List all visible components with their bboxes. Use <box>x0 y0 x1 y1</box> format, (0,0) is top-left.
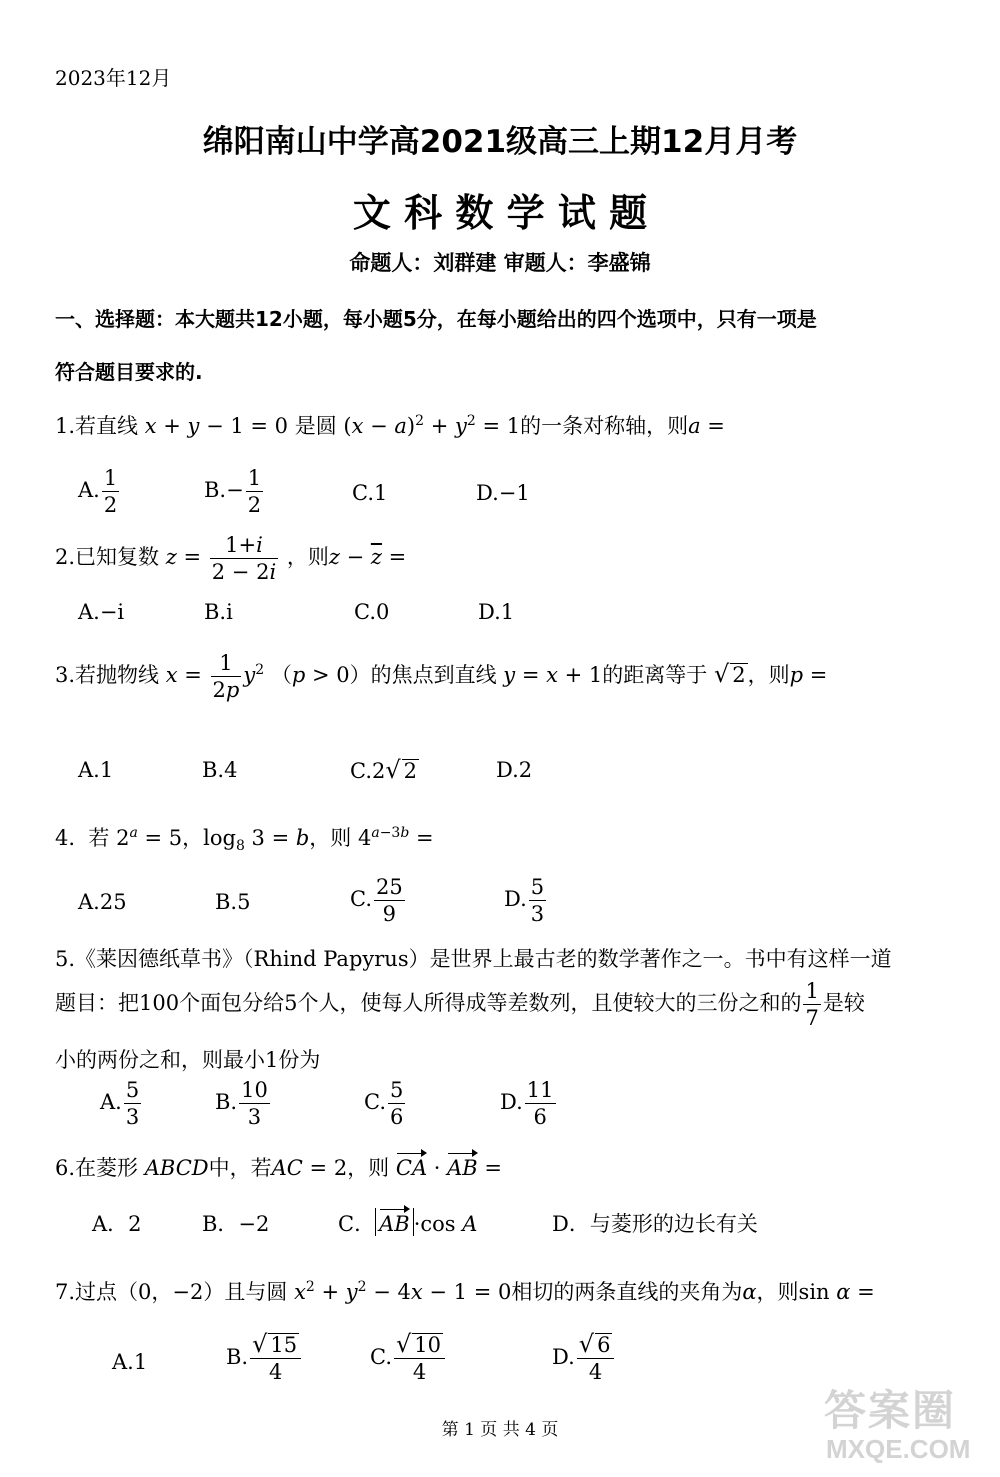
exam-authors: 命题人：刘群建 审题人：李盛锦 <box>349 251 651 275</box>
question-7: 7.过点（0，−2）且与圆 $x^2 + y^2 - 4x - 1 = 0$相切的两条直线的夹角为α，则sin α = <box>55 1279 875 1304</box>
option-b[interactable]: B.i <box>204 600 233 624</box>
question-5-line3: 小的两份之和，则最小1份为 <box>55 1048 321 1072</box>
option-b[interactable]: B. √ 15 4 <box>226 1332 303 1385</box>
option-c[interactable]: C. $\frac{25}{9}$ <box>350 875 403 926</box>
option-d[interactable]: D．与菱形的边长有关 <box>552 1212 758 1236</box>
option-d[interactable]: D.−1 <box>476 481 530 505</box>
exam-date: 2023年12月 <box>55 66 172 90</box>
question-5-line1: 5.《莱因德纸草书》（Rhind Papyrus）是世界上最古老的数学著作之一。书中有这样一道 <box>55 947 892 971</box>
option-a[interactable]: A. $\frac{1}{2}$ <box>78 466 118 517</box>
question-4: 4. 若 $2^a = 5$，$\log_8 3 = b$，则 $4^{a-3b}$ = <box>55 825 434 855</box>
exam-subtitle: 文 科 数 学 试 题 <box>352 191 648 235</box>
option-d[interactable]: D.1 <box>478 600 515 624</box>
option-a[interactable]: A.25 <box>78 890 127 914</box>
option-a[interactable]: A. $\frac{5}{3}$ <box>100 1078 140 1129</box>
option-c[interactable]: C. √ 10 4 <box>370 1332 447 1385</box>
option-b[interactable]: B.− $\frac{1}{2}$ <box>204 466 262 517</box>
section-heading-line2: 符合题目要求的. <box>55 360 203 384</box>
option-b[interactable]: B．−2 <box>202 1212 270 1236</box>
option-c[interactable]: C.2 √ 2 <box>350 756 418 784</box>
option-d[interactable]: D. $\frac{5}{3}$ <box>504 875 545 926</box>
option-c[interactable]: C. $\frac{5}{6}$ <box>364 1078 404 1129</box>
watermark-logo: 答案圈 <box>824 1387 957 1434</box>
page-footer: 第 1 页 共 4 页 <box>441 1420 559 1440</box>
option-b[interactable]: B.4 <box>202 758 238 782</box>
question-2: 2.已知复数 z = $\frac{1+i}{2 - 2i}$ ，则$z - \overline{z}$ = <box>55 533 407 584</box>
option-d[interactable]: D. $\frac{11}{6}$ <box>500 1078 554 1129</box>
section-heading-line1: 一、选择题：本大题共12小题，每小题5分，在每小题给出的四个选项中，只有一项是 <box>55 307 817 331</box>
option-b[interactable]: B. $\frac{10}{3}$ <box>215 1078 268 1129</box>
option-c[interactable]: C.1 <box>352 481 388 505</box>
question-6: 6.在菱形 ABCD中，若AC = 2，则 CA · AB = <box>55 1152 502 1182</box>
option-c[interactable]: C.0 <box>354 600 390 624</box>
question-1: 1.若直线 x + y − 1 = 0 是圆 $(x - a)^2 + y^2 = 1$的一条对称轴，则a = <box>55 413 725 438</box>
option-a[interactable]: A.1 <box>112 1350 148 1374</box>
option-c[interactable]: C． AB ·cos A <box>338 1208 477 1238</box>
option-d[interactable]: D. √ 6 4 <box>552 1332 616 1385</box>
question-5-line2: 题目：把100个面包分给5个人，使每人所得成等差数列，且使较大的三份之和的 $\frac{1}{7}$ 是较 <box>55 979 865 1030</box>
question-3: 3.若抛物线 x = $\frac{1}{2p}$ $y^2$ （p > 0）的焦点到直线 y = x + 1的距离等于 √ 2 ，则p = <box>55 651 828 702</box>
option-b[interactable]: B.5 <box>215 890 251 914</box>
option-a[interactable]: A．2 <box>92 1212 142 1236</box>
option-a[interactable]: A.−i <box>78 600 125 624</box>
watermark-url: MXQE.COM <box>826 1434 971 1464</box>
option-d[interactable]: D.2 <box>496 758 533 782</box>
exam-title: 绵阳南山中学高2021级高三上期12月月考 <box>202 124 798 160</box>
option-a[interactable]: A.1 <box>78 758 114 782</box>
